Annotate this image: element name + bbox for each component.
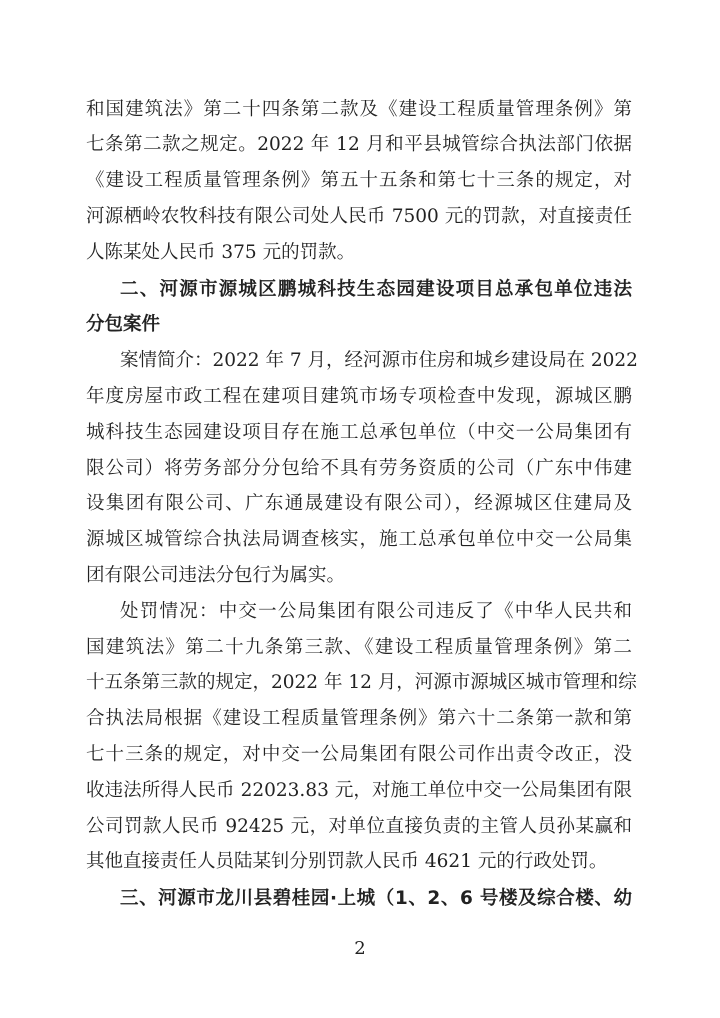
text-line: 团有限公司违法分包行为属实。 xyxy=(86,565,346,586)
section-heading: 分包案件 xyxy=(86,314,161,335)
section-heading: 二、河源市源城区鹏城科技生态园建设项目总承包单位违法 xyxy=(120,279,632,300)
text-line: 公司罚款人民币 92425 元，对单位直接负责的主管人员孙某赢和 xyxy=(86,816,632,837)
text-line: 十五条第三款的规定，2022 年 12 月，河源市源城区城市管理和综 xyxy=(86,672,637,693)
text-line: 河源栖岭农牧科技有限公司处人民币 7500 元的罚款，对直接责任 xyxy=(86,206,632,227)
text-line: 城科技生态园建设项目存在施工总承包单位（中交一公局集团有 xyxy=(86,422,632,443)
text-line: 源城区城管综合执法局调查核实，施工总承包单位中交一公局集 xyxy=(86,529,632,550)
text-line: 其他直接责任人员陆某钊分别罚款人民币 4621 元的行政处罚。 xyxy=(86,851,608,872)
text-line: 《建设工程质量管理条例》第五十五条和第七十三条的规定，对 xyxy=(86,170,632,191)
text-line: 限公司）将劳务部分分包给不具有劳务资质的公司（广东中伟建 xyxy=(86,458,632,479)
text-line: 案情简介：2022 年 7 月，经河源市住房和城乡建设局在 2022 xyxy=(120,350,638,371)
text-line: 七条第二款之规定。2022 年 12 月和平县城管综合执法部门依据 xyxy=(86,134,632,155)
section-heading: 三、河源市龙川县碧桂园·上城（1、2、6 号楼及综合楼、幼 xyxy=(120,888,632,909)
text-line: 设集团有限公司、广东通晟建设有限公司），经源城区住建局及 xyxy=(86,493,632,514)
text-line: 七十三条的规定，对中交一公局集团有限公司作出责令改正，没 xyxy=(86,744,632,765)
text-line: 收违法所得人民币 22023.83 元，对施工单位中交一公局集团有限 xyxy=(86,780,632,801)
text-line: 处罚情况：中交一公局集团有限公司违反了《中华人民共和 xyxy=(120,601,632,622)
text-line: 年度房屋市政工程在建项目建筑市场专项检查中发现，源城区鹏 xyxy=(86,386,632,407)
text-line: 人陈某处人民币 375 元的罚款。 xyxy=(86,242,356,263)
text-line: 国建筑法》第二十九条第三款、《建设工程质量管理条例》第二 xyxy=(86,637,632,658)
page-number: 2 xyxy=(354,938,366,959)
text-line: 和国建筑法》第二十四条第二款及《建设工程质量管理条例》第 xyxy=(86,99,632,120)
text-line: 合执法局根据《建设工程质量管理条例》第六十二条第一款和第 xyxy=(86,708,632,729)
